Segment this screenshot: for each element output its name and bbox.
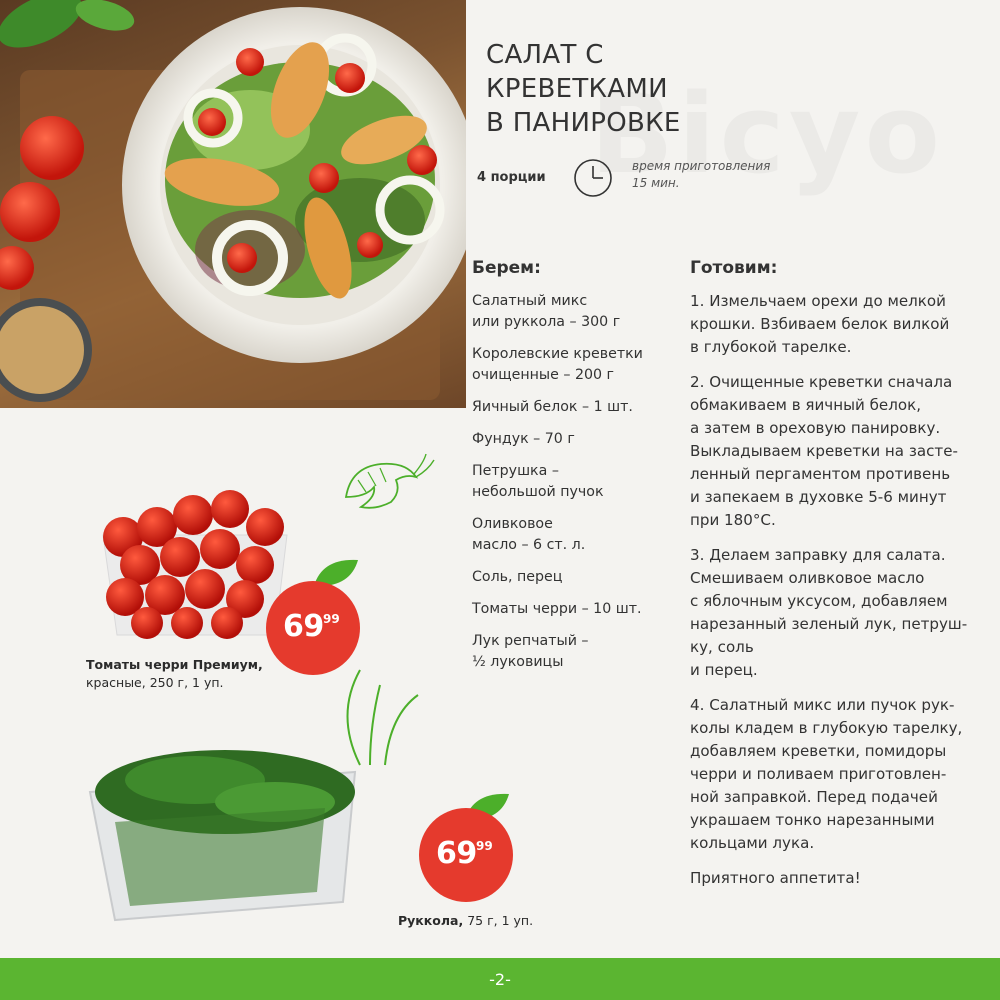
price-kopecks: 99: [323, 612, 340, 626]
ingredients-list: [472, 291, 672, 684]
price-badge-rucola: [419, 808, 513, 902]
recipe-title: [486, 38, 786, 140]
ingredient-item: Фундук – 70 г: [472, 431, 575, 447]
salad-photo: [0, 0, 466, 408]
cooking-time: [632, 158, 770, 192]
product-name: Томаты черри Премиум,: [86, 657, 263, 672]
recipe-title-line2: В ПАНИРОВКЕ: [486, 108, 681, 138]
rucola-photo: [85, 722, 365, 926]
price-rubles: 69: [436, 836, 477, 871]
footer-bar: [0, 958, 1000, 1000]
method-steps: [690, 290, 980, 902]
ingredient-item: Яичный белок – 1 шт.: [472, 399, 633, 415]
method-step-1: 1. Измельчаем орехи до мелкой крошки. Взбиваем белок вилкой в глубокой тарелке.: [690, 292, 950, 356]
method-heading: Готовим:: [690, 258, 778, 278]
cherry-tomatoes-photo: [95, 485, 295, 649]
shrimp-doodle-icon: [336, 452, 436, 526]
method-step-4: 4. Салатный микс или пучок рук- колы кладем в глубокую тарелку, добавляем креветки, помидоры черри и поливаем приготовлен- ной заправкой. Перед подачей украшаем тонко нарезанными кольцами лука.: [690, 696, 963, 852]
ingredient-item: Салатный микс или руккола – 300 г: [472, 293, 621, 330]
ingredient-item: Соль, перец: [472, 569, 563, 585]
product-label-cherry-tomatoes: [86, 656, 263, 692]
ingredient-item: Оливковое масло – 6 ст. л.: [472, 516, 586, 553]
page-number: -2-: [489, 970, 511, 989]
ingredient-item: Королевские креветки очищенные – 200 г: [472, 346, 643, 383]
portions-label: 4 порции: [477, 170, 546, 185]
ingredient-item: Лук репчатый – ½ луковицы: [472, 633, 589, 670]
method-step-3: 3. Делаем заправку для салата. Смешиваем оливковое масло с яблочным уксусом, добавляем нарезанный зеленый лук, петруш- ку, соль и перец.: [690, 546, 968, 679]
ingredients-heading: Берем:: [472, 258, 541, 278]
product-name: Руккола,: [398, 913, 464, 928]
cooking-time-value: 15 мин.: [632, 176, 680, 190]
clock-icon: [572, 157, 614, 203]
closing-wish: Приятного аппетита!: [690, 869, 861, 887]
price-rubles: 69: [283, 609, 324, 644]
method-step-2: 2. Очищенные креветки сначала обмакиваем в яичный белок, а затем в ореховую панировку. Выкладываем креветки на застe- ленный пергаментом противень и запекаем в духовке 5-6 минут при 180°С.: [690, 373, 958, 529]
recipe-title-line1: САЛАТ С КРЕВЕТКАМИ: [486, 40, 668, 104]
cooking-time-label: время приготовления: [632, 159, 771, 173]
product-details: 75 г, 1 уп.: [463, 913, 534, 928]
price-badge-cherry-tomatoes: [266, 581, 360, 675]
price-kopecks: 99: [476, 839, 493, 853]
ingredient-item: Томаты черри – 10 шт.: [472, 601, 642, 617]
product-details: красные, 250 г, 1 уп.: [86, 675, 224, 690]
ingredient-item: Петрушка – небольшой пучок: [472, 463, 604, 500]
product-label-rucola: [398, 913, 533, 928]
